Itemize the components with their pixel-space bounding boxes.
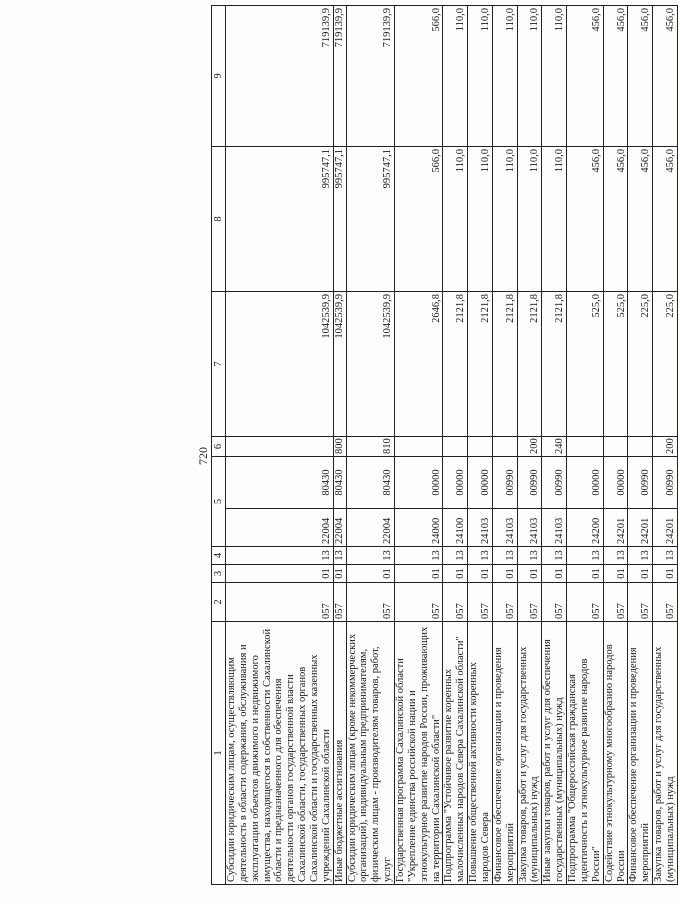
target-article-subcode: 00000 xyxy=(395,457,443,509)
expense-type-code xyxy=(395,437,443,457)
target-article-subcode: 00000 xyxy=(468,457,493,509)
row-name: Подпрограмма "Устойчивое развитие коренных малочисленных народов Севера Сахалинской области" xyxy=(443,622,468,885)
table-body xyxy=(226,6,678,885)
admin-code: 057 xyxy=(333,583,346,622)
table-row xyxy=(395,6,443,885)
target-article-code: 24103 xyxy=(517,509,542,547)
amount-year-3: 456,0 xyxy=(603,6,628,147)
target-article-code: 22004 xyxy=(226,509,334,547)
admin-code: 057 xyxy=(346,583,394,622)
section-code: 01 xyxy=(333,565,346,583)
admin-code: 057 xyxy=(603,583,628,622)
target-article-code: 24201 xyxy=(653,509,678,547)
target-article-code: 24100 xyxy=(443,509,468,547)
row-name: Закупка товаров, работ и услуг для государственных (муниципальных) нужд xyxy=(653,622,678,885)
amount-year-3: 719139,9 xyxy=(226,6,334,147)
row-name: Субсидии юридическим лицам (кроме некоммерческих организаций), индивидуальным предпринимателям, физическим лицам - производителям товаров, работ, услуг xyxy=(346,622,394,885)
table-row xyxy=(346,6,394,885)
row-name: Повышение общественной активности коренных народов Севера xyxy=(468,622,493,885)
amount-year-3: 110,0 xyxy=(443,6,468,147)
amount-year-2: 456,0 xyxy=(653,147,678,292)
target-article-code: 24200 xyxy=(567,509,604,547)
table-row xyxy=(468,6,493,885)
subsection-code: 13 xyxy=(443,547,468,565)
section-code: 01 xyxy=(628,565,653,583)
header-row xyxy=(212,6,226,885)
table-row xyxy=(226,6,334,885)
admin-code: 057 xyxy=(628,583,653,622)
row-name: Содействие этнокультурному многообразию народов России xyxy=(603,622,628,885)
section-code: 01 xyxy=(567,565,604,583)
expense-type-code xyxy=(492,437,517,457)
amount-year-1: 225,0 xyxy=(628,292,653,437)
table-row xyxy=(443,6,468,885)
amount-year-2: 110,0 xyxy=(542,147,567,292)
subsection-code: 13 xyxy=(492,547,517,565)
header-cell: 9 xyxy=(212,6,226,147)
target-article-subcode: 80430 xyxy=(226,457,334,509)
expense-type-code: 200 xyxy=(653,437,678,457)
amount-year-3: 456,0 xyxy=(653,6,678,147)
amount-year-2: 110,0 xyxy=(492,147,517,292)
section-code: 01 xyxy=(603,565,628,583)
header-cell: 1 xyxy=(212,622,226,885)
amount-year-3: 110,0 xyxy=(492,6,517,147)
admin-code: 057 xyxy=(567,583,604,622)
table-row xyxy=(542,6,567,885)
table-row xyxy=(628,6,653,885)
section-code: 01 xyxy=(468,565,493,583)
admin-code: 057 xyxy=(653,583,678,622)
target-article-subcode: 00990 xyxy=(492,457,517,509)
amount-year-3: 566,0 xyxy=(395,6,443,147)
admin-code: 057 xyxy=(443,583,468,622)
target-article-subcode: 00990 xyxy=(628,457,653,509)
section-code: 01 xyxy=(346,565,394,583)
section-code: 01 xyxy=(395,565,443,583)
amount-year-1: 2121,8 xyxy=(542,292,567,437)
subsection-code: 13 xyxy=(567,547,604,565)
target-article-code: 22004 xyxy=(346,509,394,547)
row-name: Субсидии юридическим лицам, осуществляющим деятельность в области содержания, обслуживания и эксплуатации объектов движимого и недвижимого имущества, находящегося в собственности Сахалинской области и предназначенного для обеспечения деятельности органов государственной власти Сахалинской области, государственных органов Сахалинской области и государственных казенных учреждений Сахалинской области xyxy=(226,622,334,885)
header-cell: 4 xyxy=(212,547,226,565)
table-row xyxy=(567,6,604,885)
admin-code: 057 xyxy=(492,583,517,622)
target-article-code: 24201 xyxy=(628,509,653,547)
amount-year-1: 2646,8 xyxy=(395,292,443,437)
row-name: Подпрограмма "Общероссийская гражданская идентичность и этнокультурное развитие народов России" xyxy=(567,622,604,885)
amount-year-2: 110,0 xyxy=(443,147,468,292)
amount-year-3: 719139,9 xyxy=(333,6,346,147)
target-article-code: 24201 xyxy=(603,509,628,547)
subsection-code: 13 xyxy=(517,547,542,565)
subsection-code: 13 xyxy=(603,547,628,565)
header-cell: 7 xyxy=(212,292,226,437)
table-row xyxy=(653,6,678,885)
expense-type-code xyxy=(226,437,334,457)
admin-code: 057 xyxy=(542,583,567,622)
amount-year-1: 1042539,9 xyxy=(346,292,394,437)
amount-year-2: 995747,1 xyxy=(346,147,394,292)
expense-type-code xyxy=(603,437,628,457)
subsection-code: 13 xyxy=(628,547,653,565)
expense-type-code xyxy=(567,437,604,457)
subsection-code: 13 xyxy=(542,547,567,565)
amount-year-2: 110,0 xyxy=(468,147,493,292)
amount-year-1: 1042539,9 xyxy=(333,292,346,437)
amount-year-3: 719139,9 xyxy=(346,6,394,147)
header-cell: 3 xyxy=(212,565,226,583)
target-article-subcode: 00000 xyxy=(603,457,628,509)
row-name: Государственная программа Сахалинской области "Укрепление единства российской нации и этнокультурное развитие народов России, проживающих на территории Сахалинской области" xyxy=(395,622,443,885)
amount-year-1: 2121,8 xyxy=(443,292,468,437)
amount-year-1: 525,0 xyxy=(603,292,628,437)
target-article-code: 24103 xyxy=(468,509,493,547)
amount-year-1: 2121,8 xyxy=(492,292,517,437)
target-article-subcode: 00000 xyxy=(567,457,604,509)
admin-code: 057 xyxy=(395,583,443,622)
target-article-subcode: 00990 xyxy=(517,457,542,509)
section-code: 01 xyxy=(653,565,678,583)
subsection-code: 13 xyxy=(226,547,334,565)
amount-year-3: 110,0 xyxy=(542,6,567,147)
target-article-subcode: 00990 xyxy=(542,457,567,509)
target-article-subcode: 00000 xyxy=(443,457,468,509)
subsection-code: 13 xyxy=(653,547,678,565)
target-article-code: 24000 xyxy=(395,509,443,547)
expense-type-code xyxy=(468,437,493,457)
expense-type-code: 810 xyxy=(346,437,394,457)
table-row xyxy=(517,6,542,885)
amount-year-3: 456,0 xyxy=(628,6,653,147)
row-name: Финансовое обеспечение организации и проведения мероприятий xyxy=(492,622,517,885)
amount-year-1: 525,0 xyxy=(567,292,604,437)
amount-year-3: 110,0 xyxy=(468,6,493,147)
expense-type-code: 240 xyxy=(542,437,567,457)
amount-year-2: 110,0 xyxy=(517,147,542,292)
section-code: 01 xyxy=(226,565,334,583)
amount-year-1: 2121,8 xyxy=(517,292,542,437)
amount-year-1: 1042539,9 xyxy=(226,292,334,437)
expense-type-code: 800 xyxy=(333,437,346,457)
table-row xyxy=(492,6,517,885)
subsection-code: 13 xyxy=(333,547,346,565)
amount-year-2: 995747,1 xyxy=(333,147,346,292)
header-cell: 6 xyxy=(212,437,226,457)
amount-year-1: 2121,8 xyxy=(468,292,493,437)
target-article-code: 22004 xyxy=(333,509,346,547)
row-name: Иные закупки товаров, работ и услуг для обеспечения государственных (муниципальных) нужд xyxy=(542,622,567,885)
amount-year-3: 110,0 xyxy=(517,6,542,147)
admin-code: 057 xyxy=(226,583,334,622)
header-cell: 8 xyxy=(212,147,226,292)
section-code: 01 xyxy=(542,565,567,583)
subsection-code: 13 xyxy=(395,547,443,565)
target-article-subcode: 80430 xyxy=(346,457,394,509)
admin-code: 057 xyxy=(517,583,542,622)
admin-code: 057 xyxy=(468,583,493,622)
amount-year-2: 456,0 xyxy=(603,147,628,292)
expense-type-code: 200 xyxy=(517,437,542,457)
table-row xyxy=(603,6,628,885)
header-cell: 2 xyxy=(212,583,226,622)
budget-table xyxy=(211,5,678,885)
header-cell: 5 xyxy=(212,457,226,547)
target-article-code: 24103 xyxy=(542,509,567,547)
target-article-code: 24103 xyxy=(492,509,517,547)
subsection-code: 13 xyxy=(346,547,394,565)
row-name: Финансовое обеспечение организации и проведения мероприятий xyxy=(628,622,653,885)
page-number: 720 xyxy=(196,447,210,465)
amount-year-3: 456,0 xyxy=(567,6,604,147)
expense-type-code xyxy=(443,437,468,457)
section-code: 01 xyxy=(492,565,517,583)
row-name: Закупка товаров, работ и услуг для государственных (муниципальных) нужд xyxy=(517,622,542,885)
amount-year-2: 456,0 xyxy=(567,147,604,292)
table-row xyxy=(333,6,346,885)
section-code: 01 xyxy=(517,565,542,583)
target-article-subcode: 00990 xyxy=(653,457,678,509)
subsection-code: 13 xyxy=(468,547,493,565)
section-code: 01 xyxy=(443,565,468,583)
target-article-subcode: 80430 xyxy=(333,457,346,509)
amount-year-1: 225,0 xyxy=(653,292,678,437)
expense-type-code xyxy=(628,437,653,457)
amount-year-2: 566,0 xyxy=(395,147,443,292)
amount-year-2: 456,0 xyxy=(628,147,653,292)
amount-year-2: 995747,1 xyxy=(226,147,334,292)
row-name: Иные бюджетные ассигнования xyxy=(333,622,346,885)
